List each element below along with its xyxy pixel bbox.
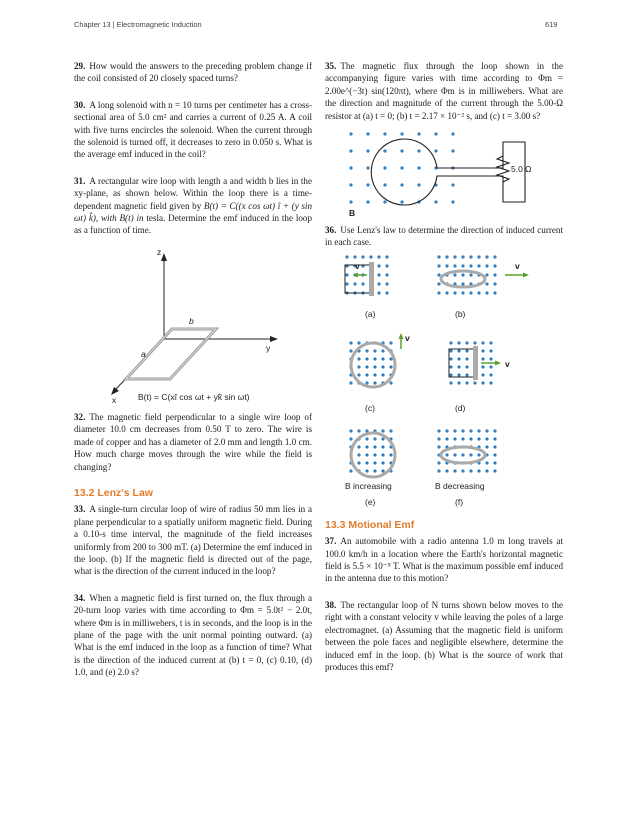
problem-34: 34. When a magnetic field is first turned on, the flux through a 20-turn loop varies with time according to Φm = 5.0t² − 2.0t, where Φm is in milliwebers, t is in seconds, and the loop is in the plane of the page with the unit normal pointing outward. (a) What is the emf induced in the loop as a function of time? What is the direction of the induced current at (b) t = 0, (c) 0.10, (d) 1.0, and (e) 2.0 s? bbox=[74, 592, 312, 678]
case-c-v-label: v bbox=[405, 332, 410, 343]
field-dot bbox=[493, 429, 496, 432]
field-dot bbox=[461, 273, 464, 276]
field-dot bbox=[366, 132, 369, 135]
y-label: y bbox=[266, 342, 271, 353]
field-dot bbox=[489, 349, 492, 352]
field-dot bbox=[457, 373, 460, 376]
section-heading-13-3: 13.3 Motional Emf bbox=[325, 518, 415, 531]
field-dot bbox=[417, 166, 420, 169]
field-dot bbox=[349, 341, 352, 344]
case-c-loop bbox=[351, 343, 395, 387]
field-dot bbox=[349, 149, 352, 152]
case-c-label: (c) bbox=[365, 402, 375, 413]
field-dot bbox=[465, 349, 468, 352]
field-dot bbox=[400, 149, 403, 152]
field-dot bbox=[434, 200, 437, 203]
field-dot bbox=[434, 149, 437, 152]
field-dot bbox=[449, 357, 452, 360]
field-dot bbox=[377, 273, 380, 276]
field-dot bbox=[473, 381, 476, 384]
field-dot bbox=[389, 453, 392, 456]
case-a-bar bbox=[369, 262, 374, 296]
field-dot bbox=[485, 282, 488, 285]
field-dot bbox=[451, 183, 454, 186]
field-dot bbox=[373, 357, 376, 360]
field-dot bbox=[365, 365, 368, 368]
x-label: x bbox=[112, 394, 117, 403]
field-dot bbox=[349, 381, 352, 384]
field-dot bbox=[485, 255, 488, 258]
field-dot bbox=[345, 255, 348, 258]
field-dot bbox=[485, 273, 488, 276]
field-dot bbox=[477, 453, 480, 456]
field-dot bbox=[451, 200, 454, 203]
field-dot bbox=[461, 437, 464, 440]
field-dot bbox=[437, 469, 440, 472]
field-dot bbox=[381, 469, 384, 472]
field-dot bbox=[493, 469, 496, 472]
field-dot bbox=[385, 255, 388, 258]
field-dot bbox=[373, 381, 376, 384]
field-dot bbox=[349, 469, 352, 472]
field-dot bbox=[461, 469, 464, 472]
field-dot bbox=[481, 381, 484, 384]
case-b-v-label: v bbox=[515, 260, 520, 271]
field-dot bbox=[357, 357, 360, 360]
field-dot bbox=[449, 341, 452, 344]
field-dot bbox=[461, 429, 464, 432]
field-dot bbox=[465, 365, 468, 368]
field-dot bbox=[385, 273, 388, 276]
field-dot bbox=[373, 469, 376, 472]
field-dot bbox=[385, 291, 388, 294]
field-dot bbox=[451, 132, 454, 135]
field-dot bbox=[493, 282, 496, 285]
field-dot bbox=[457, 341, 460, 344]
field-dot bbox=[461, 282, 464, 285]
problem-33: 33. A single-turn circular loop of wire of radius 50 mm lies in a plane perpendicular to a spatially uniform magnetic field. During a 0.10-s time interval, the magnitude of the field increases uniformly from 200 to 300 mT. (a) Determine the emf induced in the loop. (b) If the magnetic field is directed out of the page, what is the direction of the current induced in the loop? bbox=[74, 504, 312, 577]
field-dot bbox=[349, 349, 352, 352]
field-dot bbox=[373, 453, 376, 456]
field-dot bbox=[469, 264, 472, 267]
field-dot bbox=[381, 365, 384, 368]
case-f-condition: B decreasing bbox=[435, 480, 485, 491]
field-dot bbox=[373, 373, 376, 376]
field-dot bbox=[366, 166, 369, 169]
field-dot bbox=[389, 365, 392, 368]
field-dot bbox=[357, 461, 360, 464]
problem-31: 31. A rectangular wire loop with length a and width b lies in the xy-plane, as shown below. Within the loop there is a time-dependent magnetic field given by B(t) = C((x cos ωt) î + (y sin ωt) k̂), with B(t) in tesla. Determine the emf induced in the loop as a function of time. bbox=[74, 175, 312, 236]
case-d-label: (d) bbox=[455, 402, 466, 413]
z-axis-arrow bbox=[161, 253, 167, 261]
field-dot bbox=[437, 264, 440, 267]
field-dot bbox=[489, 365, 492, 368]
field-dot bbox=[453, 255, 456, 258]
field-dot bbox=[373, 349, 376, 352]
field-dot bbox=[357, 341, 360, 344]
case-a-label: (a) bbox=[365, 308, 376, 319]
field-dot bbox=[365, 437, 368, 440]
field-dot bbox=[349, 132, 352, 135]
problem-30: 30. A long solenoid with n = 10 turns per centimeter has a cross-sectional area of 5.0 cm² and carries a current of 0.25 A. A coil with five turns encircles the solenoid. When the current through the solenoid is turned off, it decreases to zero in 0.050 s. What is the average emf induced in the coil? bbox=[74, 99, 312, 160]
field-dot bbox=[493, 291, 496, 294]
field-dot bbox=[473, 341, 476, 344]
field-dot bbox=[449, 349, 452, 352]
field-dot bbox=[485, 429, 488, 432]
field-dot bbox=[477, 264, 480, 267]
field-label: B bbox=[349, 208, 356, 219]
field-dot bbox=[349, 183, 352, 186]
field-dot bbox=[381, 357, 384, 360]
field-dot bbox=[417, 132, 420, 135]
field-dot bbox=[389, 381, 392, 384]
field-dot bbox=[383, 132, 386, 135]
case-d-v-label: v bbox=[505, 358, 510, 369]
y-axis-arrow bbox=[270, 336, 278, 342]
loop-and-leads bbox=[371, 139, 525, 205]
case-a-arrowhead bbox=[353, 272, 358, 277]
field-dot bbox=[383, 166, 386, 169]
field-dot bbox=[469, 453, 472, 456]
case-b-label: (b) bbox=[455, 308, 466, 319]
field-dot bbox=[485, 469, 488, 472]
field-formula: B(t) = C((x cos ωt) î + (y sin ωt) k̂), with B(t) in bbox=[74, 200, 312, 224]
field-dot bbox=[465, 357, 468, 360]
field-dot bbox=[481, 373, 484, 376]
field-dot bbox=[465, 373, 468, 376]
field-dot bbox=[357, 365, 360, 368]
field-dot bbox=[381, 437, 384, 440]
field-dot bbox=[477, 469, 480, 472]
field-dot bbox=[373, 365, 376, 368]
field-dot bbox=[453, 437, 456, 440]
field-dot bbox=[477, 255, 480, 258]
field-dot bbox=[366, 200, 369, 203]
field-dot bbox=[493, 437, 496, 440]
field-dot bbox=[449, 365, 452, 368]
field-dot bbox=[437, 291, 440, 294]
field-dot bbox=[445, 437, 448, 440]
field-dot bbox=[457, 365, 460, 368]
field-dot bbox=[493, 273, 496, 276]
field-dot bbox=[481, 349, 484, 352]
field-dot bbox=[449, 373, 452, 376]
field-dot bbox=[365, 349, 368, 352]
field-dot bbox=[377, 291, 380, 294]
field-dot bbox=[477, 437, 480, 440]
field-dot bbox=[485, 437, 488, 440]
field-dot bbox=[437, 461, 440, 464]
field-dot bbox=[445, 469, 448, 472]
field-dot bbox=[449, 381, 452, 384]
field-dot bbox=[445, 255, 448, 258]
field-dot bbox=[437, 273, 440, 276]
z-label: z bbox=[157, 246, 162, 257]
field-dot bbox=[493, 264, 496, 267]
field-dot bbox=[385, 282, 388, 285]
field-dot bbox=[365, 461, 368, 464]
field-dot bbox=[469, 429, 472, 432]
problem-35: 35. The magnetic flux through the loop shown in the accompanying figure varies with time according to Φm = 2.00e^(−3t) sin(120πt), where Φm is in milliwebers. What are the direction and magnitude of the current through the 5.00-Ω resistor at (a) t = 0; (b) t = 2.17 × 10⁻² s, and (c) t = 3.00 s? bbox=[325, 61, 563, 121]
field-dot bbox=[383, 183, 386, 186]
field-dot bbox=[377, 255, 380, 258]
problem-29: 29. How would the answers to the preceding problem change if the coil consisted of 20 closely spaced turns? bbox=[74, 61, 312, 84]
field-dot bbox=[457, 381, 460, 384]
field-dot bbox=[489, 357, 492, 360]
field-dot bbox=[469, 469, 472, 472]
page-number: 619 bbox=[545, 20, 558, 29]
field-dot bbox=[389, 429, 392, 432]
field-dot bbox=[373, 437, 376, 440]
problem-32: 32. The magnetic field perpendicular to a single wire loop of diameter 10.0 cm decreases from 0.50 T to zero. The wire is made of copper and has a diameter of 2.0 mm and length 1.0 cm. How much charge moves through the wire while the field is changing? bbox=[74, 411, 312, 472]
field-dot bbox=[357, 373, 360, 376]
field-dot bbox=[349, 200, 352, 203]
field-dot bbox=[453, 264, 456, 267]
field-dot bbox=[366, 149, 369, 152]
problem-38: 38. The rectangular loop of N turns shown below moves to the right with a constant velocity v while leaving the poles of a large electromagnet. (a) Assuming that the magnetic field is uniform between the pole faces and negligible elsewhere, determine the induced emf in the loop. (b) What is the source of work that produces this emf? bbox=[325, 599, 563, 672]
field-dot bbox=[481, 365, 484, 368]
field-dot bbox=[493, 461, 496, 464]
field-dot bbox=[365, 373, 368, 376]
problem-37: 37. An automobile with a radio antenna 1.0 m long travels at 100.0 km/h in a location where the Earth's horizontal magnetic field is 5.5 × 10⁻⁵ T. What is the maximum possible emf induced in the antenna due to this motion? bbox=[325, 536, 563, 584]
field-dot bbox=[461, 453, 464, 456]
field-dot bbox=[465, 381, 468, 384]
field-dot bbox=[361, 282, 364, 285]
field-dot bbox=[400, 200, 403, 203]
field-dot bbox=[485, 291, 488, 294]
field-dot bbox=[489, 381, 492, 384]
field-dot bbox=[453, 273, 456, 276]
field-dot bbox=[453, 291, 456, 294]
field-dot bbox=[349, 437, 352, 440]
section-heading-13-2: 13.2 Lenz's Law bbox=[74, 486, 153, 499]
field-dot bbox=[383, 200, 386, 203]
field-dot bbox=[434, 132, 437, 135]
field-dot bbox=[369, 255, 372, 258]
case-e-condition: B increasing bbox=[345, 480, 392, 491]
field-dot bbox=[365, 381, 368, 384]
field-dot bbox=[453, 453, 456, 456]
resistor-label: 5.0 Ω bbox=[511, 164, 532, 175]
field-dot bbox=[477, 429, 480, 432]
field-dot bbox=[385, 264, 388, 267]
field-dot bbox=[365, 445, 368, 448]
case-c-arrowhead bbox=[399, 333, 404, 339]
field-dot bbox=[400, 183, 403, 186]
figure-31-loop-diagram bbox=[74, 241, 312, 403]
field-dot bbox=[457, 349, 460, 352]
b-label: b bbox=[189, 315, 194, 326]
field-dot bbox=[377, 264, 380, 267]
field-dot bbox=[445, 264, 448, 267]
field-dot bbox=[461, 264, 464, 267]
field-dot bbox=[485, 264, 488, 267]
case-a-v-label: v bbox=[355, 260, 360, 271]
field-dot bbox=[381, 461, 384, 464]
field-dot bbox=[345, 273, 348, 276]
field-dot bbox=[383, 149, 386, 152]
field-dot bbox=[469, 437, 472, 440]
field-dot bbox=[457, 357, 460, 360]
field-dot bbox=[365, 453, 368, 456]
field-dot bbox=[493, 453, 496, 456]
field-dot bbox=[465, 341, 468, 344]
figure-35-loop-resistor bbox=[325, 126, 563, 218]
field-dot bbox=[469, 255, 472, 258]
field-dot bbox=[349, 166, 352, 169]
field-dot bbox=[381, 429, 384, 432]
field-dot bbox=[357, 429, 360, 432]
field-dot bbox=[437, 429, 440, 432]
field-dot bbox=[381, 349, 384, 352]
field-dot bbox=[345, 282, 348, 285]
case-e-label: (e) bbox=[365, 496, 376, 507]
wire-loop bbox=[126, 329, 216, 379]
field-dot bbox=[389, 341, 392, 344]
field-dot bbox=[353, 282, 356, 285]
field-dot bbox=[365, 469, 368, 472]
field-dot bbox=[373, 461, 376, 464]
field-dot bbox=[381, 373, 384, 376]
field-dot bbox=[453, 429, 456, 432]
field-dot bbox=[417, 149, 420, 152]
field-dot bbox=[493, 255, 496, 258]
left-column bbox=[74, 60, 312, 693]
field-dot bbox=[481, 357, 484, 360]
case-d-rails bbox=[449, 349, 475, 377]
a-label: a bbox=[141, 348, 146, 359]
field-dot bbox=[481, 341, 484, 344]
figure-36-lenz-cases bbox=[325, 253, 563, 515]
field-dot bbox=[445, 291, 448, 294]
problem-36: 36. Use Lenz's law to determine the direction of induced current in each case. bbox=[325, 225, 563, 248]
field-dot bbox=[437, 445, 440, 448]
field-dot bbox=[469, 291, 472, 294]
x-axis-arrow bbox=[111, 387, 119, 395]
field-dot bbox=[377, 282, 380, 285]
field-dot bbox=[365, 357, 368, 360]
field-dot bbox=[361, 255, 364, 258]
chapter-header: Chapter 13 | Electromagnetic Induction bbox=[74, 20, 202, 29]
field-dot bbox=[381, 453, 384, 456]
field-dot bbox=[461, 291, 464, 294]
field-dot bbox=[461, 255, 464, 258]
case-b-arrowhead bbox=[523, 272, 529, 277]
field-dot bbox=[400, 166, 403, 169]
field-dot bbox=[485, 461, 488, 464]
right-column bbox=[325, 60, 563, 687]
case-f-label: (f) bbox=[455, 496, 464, 507]
field-dot bbox=[451, 149, 454, 152]
field-dot bbox=[417, 183, 420, 186]
field-dot bbox=[357, 445, 360, 448]
field-dot bbox=[437, 437, 440, 440]
field-dot bbox=[477, 291, 480, 294]
field-dot bbox=[349, 429, 352, 432]
field-dot bbox=[489, 341, 492, 344]
field-dot bbox=[357, 453, 360, 456]
field-dot bbox=[453, 469, 456, 472]
field-dot bbox=[469, 273, 472, 276]
field-dot bbox=[353, 255, 356, 258]
wire-loop-highlight bbox=[126, 329, 216, 379]
field-dot bbox=[389, 357, 392, 360]
field-dot bbox=[437, 255, 440, 258]
case-d-arrowhead bbox=[495, 360, 501, 365]
field-dot bbox=[493, 445, 496, 448]
field-dot bbox=[445, 453, 448, 456]
field-dot bbox=[373, 445, 376, 448]
field-dot bbox=[489, 373, 492, 376]
field-dot bbox=[437, 282, 440, 285]
field-dot bbox=[445, 429, 448, 432]
field-dot bbox=[400, 132, 403, 135]
field-dot bbox=[485, 445, 488, 448]
figure-31-caption: B(t) = C(xî cos ωt + yk̂ sin ωt) bbox=[138, 391, 250, 402]
case-d-bar bbox=[473, 346, 478, 380]
field-dot bbox=[366, 183, 369, 186]
field-dot bbox=[381, 445, 384, 448]
